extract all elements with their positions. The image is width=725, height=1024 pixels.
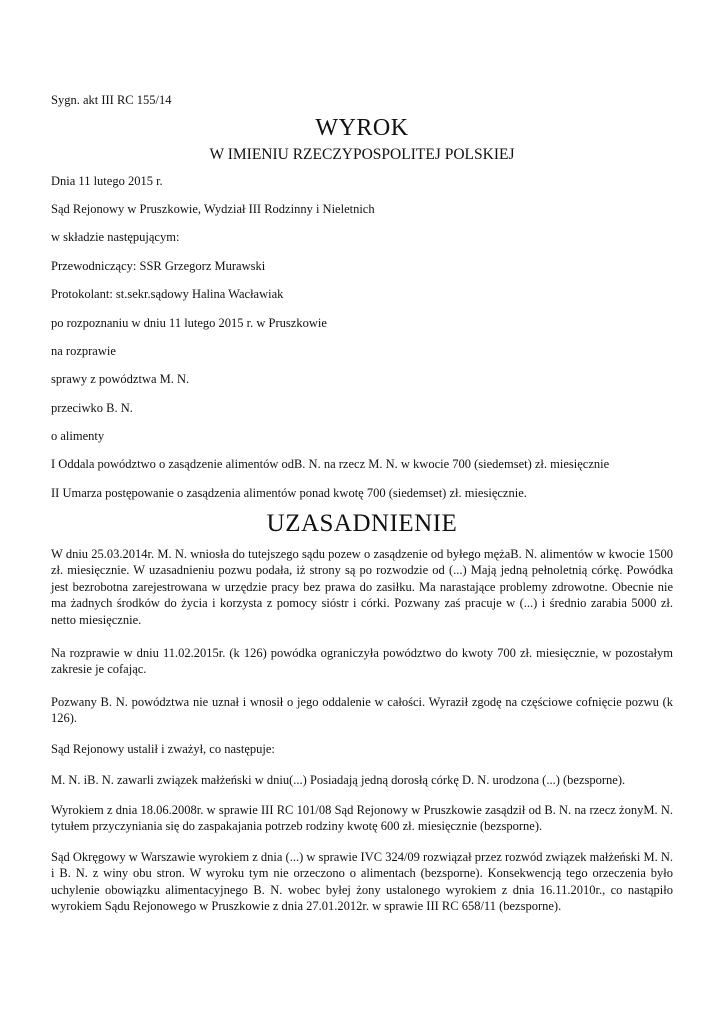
- ruling-2: II Umarza postępowanie o zasądzenia alimentów ponad kwotę 700 (siedemset) zł. miesięcznie.: [51, 486, 527, 500]
- justification-paragraph: Sąd Okręgowy w Warszawie wyrokiem z dnia (...) w sprawie IVC 324/09 rozwiązał przez rozwód związek małżeński M. N. i B. N. z winy obu stron. W wyroku tym nie orzeczono o alimentach (bezsporne). Konsekwencją tego orzeczenia było uchylenie obowiązku alimentacyjnego B. N. wobec byłej żony ustalonego wyrokiem z dnia 16.11.2010r., co nastąpiło wyrokiem Sądu Rejonowego w Pruszkowie z dnia 27.01.2012r. w sprawie III RC 658/11 (bezsporne).: [51, 850, 673, 914]
- justification-paragraph: Wyrokiem z dnia 18.06.2008r. w sprawie III RC 101/08 Sąd Rejonowy w Pruszkowie zasądził od B. N. na rzecz żonyM. N. tytułem przyczyniania się do zaspakajania potrzeb rodziny kwotę 600 zł. miesięcznie (bezsporne).: [51, 803, 673, 834]
- justification-paragraph: Pozwany B. N. powództwa nie uznał i wnosił o jego oddalenie w całości. Wyraził zgodę na częściowe cofnięcie pozwu (k 126).: [51, 695, 673, 726]
- composition-label: w składzie następującym:: [51, 230, 180, 244]
- hearing-info: po rozpoznaniu w dniu 11 lutego 2015 r. w Pruszkowie: [51, 316, 327, 330]
- document-subtitle: W IMIENIU RZECZYPOSPOLITEJ POLSKIEJ: [209, 146, 515, 163]
- justification-paragraph: W dniu 25.03.2014r. M. N. wniosła do tutejszego sądu pozew o zasądzenie od byłego mężaB. N. alimentów w kwocie 1500 zł. miesięcznie. W uzasadnieniu pozwu podała, iż strony są po rozwodzie od (...) Mają jedną pełnoletnią córkę. Powódka jest bezrobotna zarejestrowana w urzędzie pracy bez prawa do zasiłku. Ma narastające problemy zdrowotne. Obecnie nie ma żadnych środków do życia i korzysta z pomocy sióstr i córki. Pozwany zaś pracuje w (...) i średnio zarabia 5000 zł. netto miesięcznie.: [51, 547, 673, 627]
- justification-title: UZASADNIENIE: [266, 510, 458, 537]
- justification-paragraph: M. N. iB. N. zawarli związek małżeński w dniu(...) Posiadają jedną dorosłą córkę D. N. urodzona (...) (bezsporne).: [51, 773, 626, 787]
- claimant: sprawy z powództwa M. N.: [51, 372, 190, 386]
- justification-paragraph: Na rozprawie w dniu 11.02.2015r. (k 126) powódka ograniczyła powództwo do kwoty 700 zł. miesięcznie, w pozostałym zakresie je cofając.: [51, 646, 673, 677]
- judgment-date: Dnia 11 lutego 2015 r.: [51, 174, 163, 188]
- hearing-type: na rozprawie: [51, 344, 116, 358]
- case-subject: o alimenty: [51, 429, 105, 443]
- ruling-1: I Oddala powództwo o zasądzenie alimentów odB. N. na rzecz M. N. w kwocie 700 (siedemset) zł. miesięcznie: [51, 457, 610, 471]
- presiding-judge: Przewodniczący: SSR Grzegorz Murawski: [51, 259, 266, 273]
- document-title: WYROK: [315, 115, 409, 141]
- court-name: Sąd Rejonowy w Pruszkowie, Wydział III Rodzinny i Nieletnich: [51, 202, 375, 216]
- defendant: przeciwko B. N.: [51, 401, 133, 415]
- case-number: Sygn. akt III RC 155/14: [51, 93, 172, 107]
- court-recorder: Protokolant: st.sekr.sądowy Halina Wacławiak: [51, 287, 284, 301]
- justification-paragraph: Sąd Rejonowy ustalił i zważył, co następuje:: [51, 742, 275, 756]
